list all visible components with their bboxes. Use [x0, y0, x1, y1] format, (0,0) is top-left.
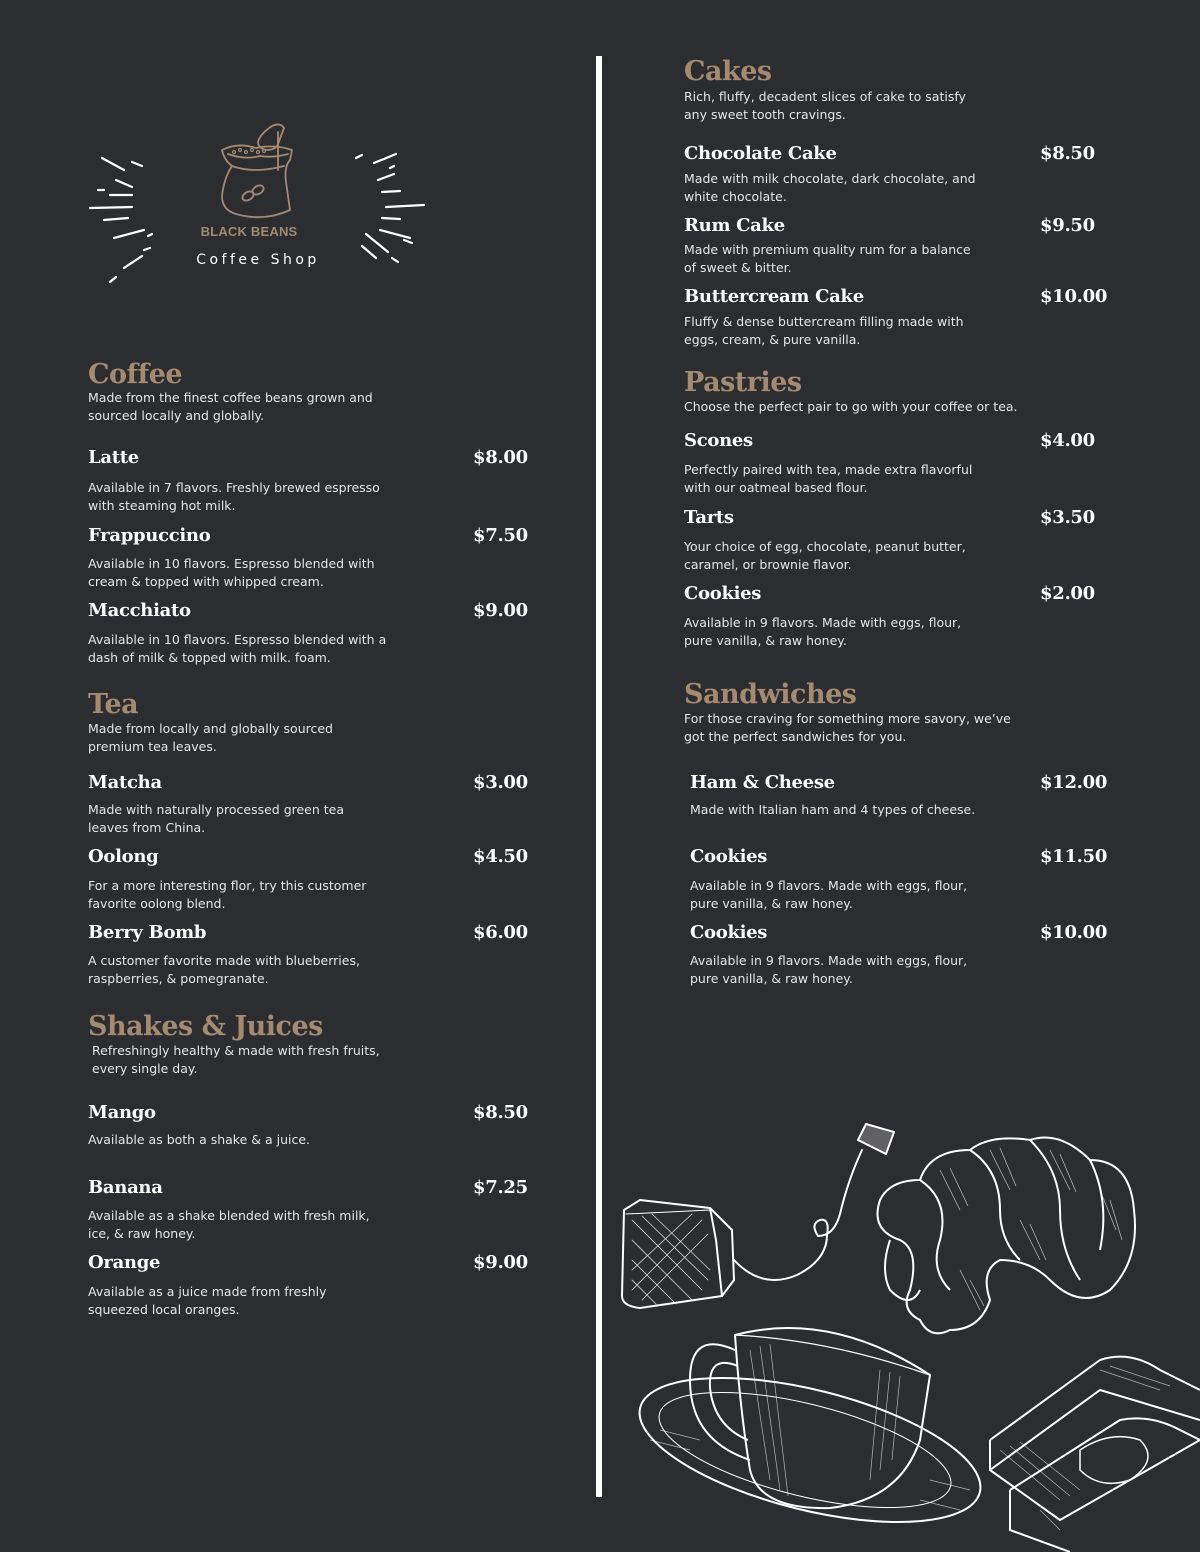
item-name: Ham & Cheese: [690, 772, 835, 793]
item-description: Available as a shake blended with fresh milk, ice, & raw honey.: [88, 1208, 370, 1241]
section-title: Pastries: [684, 367, 802, 398]
coffee-cup-icon: [630, 1300, 1030, 1552]
section-description: Rich, fluffy, decadent slices of cake to satisfy any sweet tooth cravings.: [684, 89, 966, 122]
item-price: $9.00: [473, 1252, 528, 1273]
item-description: Made with Italian ham and 4 types of cheese.: [690, 802, 976, 817]
section-title: Sandwiches: [684, 679, 857, 710]
item-price: $8.50: [1040, 143, 1095, 164]
item-price: $2.00: [1040, 583, 1095, 604]
item-name: Chocolate Cake: [684, 143, 837, 164]
brand-name: BLACK BEANS: [200, 224, 298, 239]
item-description: Available as both a shake & a juice.: [88, 1132, 311, 1147]
item-name: Macchiato: [88, 600, 191, 621]
item-description: Available as a juice made from freshly squeezed local oranges.: [88, 1284, 327, 1317]
item-name: Buttercream Cake: [684, 286, 864, 307]
item-description: Fluffy & dense buttercream filling made with eggs, cream, & pure vanilla.: [684, 314, 964, 347]
item-name: Matcha: [88, 772, 162, 793]
item-name: Tarts: [684, 507, 734, 528]
item-price: $3.00: [473, 772, 528, 793]
item-description: Made with milk chocolate, dark chocolate, and white chocolate.: [684, 171, 976, 204]
section-description: Refreshingly healthy & made with fresh fruits, every single day.: [92, 1043, 380, 1076]
item-name: Rum Cake: [684, 215, 785, 236]
item-name: Orange: [88, 1252, 161, 1273]
item-description: A customer favorite made with blueberries, raspberries, & pomegranate.: [88, 953, 360, 986]
item-description: Available in 9 flavors. Made with eggs, flour, pure vanilla, & raw honey.: [690, 953, 968, 986]
item-description: Available in 7 flavors. Freshly brewed espresso with steaming hot milk.: [88, 480, 380, 513]
sunburst-left-icon: [86, 150, 156, 290]
item-description: Your choice of egg, chocolate, peanut butter, caramel, or brownie flavor.: [684, 539, 966, 572]
item-description: Available in 10 flavors. Espresso blended with cream & topped with whipped cream.: [88, 556, 375, 589]
item-description: Available in 9 flavors. Made with eggs, flour, pure vanilla, & raw honey.: [690, 878, 968, 911]
item-price: $10.00: [1040, 286, 1108, 307]
section-title: Tea: [88, 689, 139, 720]
item-name: Cookies: [684, 583, 762, 604]
section-description: Choose the perfect pair to go with your coffee or tea.: [684, 399, 1018, 414]
item-description: For a more interesting flor, try this customer favorite oolong blend.: [88, 878, 367, 911]
item-price: $9.50: [1040, 215, 1095, 236]
item-price: $7.25: [473, 1177, 528, 1198]
item-price: $3.50: [1040, 507, 1095, 528]
item-description: Made with naturally processed green tea leaves from China.: [88, 802, 345, 835]
item-description: Perfectly paired with tea, made extra flavorful with our oatmeal based flour.: [684, 462, 973, 495]
item-price: $4.50: [473, 846, 528, 867]
item-name: Cookies: [690, 846, 768, 867]
item-price: $4.00: [1040, 430, 1095, 451]
item-price: $10.00: [1040, 922, 1108, 943]
item-price: $8.50: [473, 1102, 528, 1123]
item-price: $6.00: [473, 922, 528, 943]
item-description: Made with premium quality rum for a balance of sweet & bitter.: [684, 242, 971, 275]
item-description: Available in 9 flavors. Made with eggs, flour, pure vanilla, & raw honey.: [684, 615, 962, 648]
coffee-bean-sack-icon: [214, 122, 300, 224]
item-price: $12.00: [1040, 772, 1108, 793]
section-description: For those craving for something more savory, we’ve got the perfect sandwiches for you.: [684, 711, 1011, 744]
brand-subtitle: Coffee Shop: [196, 252, 320, 268]
item-name: Scones: [684, 430, 753, 451]
item-price: $11.50: [1040, 846, 1108, 867]
sunburst-right-icon: [352, 150, 432, 280]
item-price: $8.00: [473, 447, 528, 468]
section-description: Made from the finest coffee beans grown and sourced locally and globally.: [88, 390, 373, 423]
item-name: Oolong: [88, 846, 159, 867]
column-divider: [596, 56, 602, 1497]
item-name: Latte: [88, 447, 139, 468]
section-description: Made from locally and globally sourced premium tea leaves.: [88, 721, 333, 754]
item-name: Mango: [88, 1102, 156, 1123]
section-title: Coffee: [88, 359, 183, 390]
item-name: Banana: [88, 1177, 163, 1198]
item-name: Cookies: [690, 922, 768, 943]
item-price: $7.50: [473, 525, 528, 546]
item-name: Frappuccino: [88, 525, 211, 546]
section-title: Cakes: [684, 56, 772, 87]
item-price: $9.00: [473, 600, 528, 621]
section-title: Shakes & Juices: [88, 1011, 323, 1042]
sandwich-icon: [980, 1330, 1200, 1552]
item-description: Available in 10 flavors. Espresso blended with a dash of milk & topped with milk. foam.: [88, 632, 387, 665]
item-name: Berry Bomb: [88, 922, 207, 943]
